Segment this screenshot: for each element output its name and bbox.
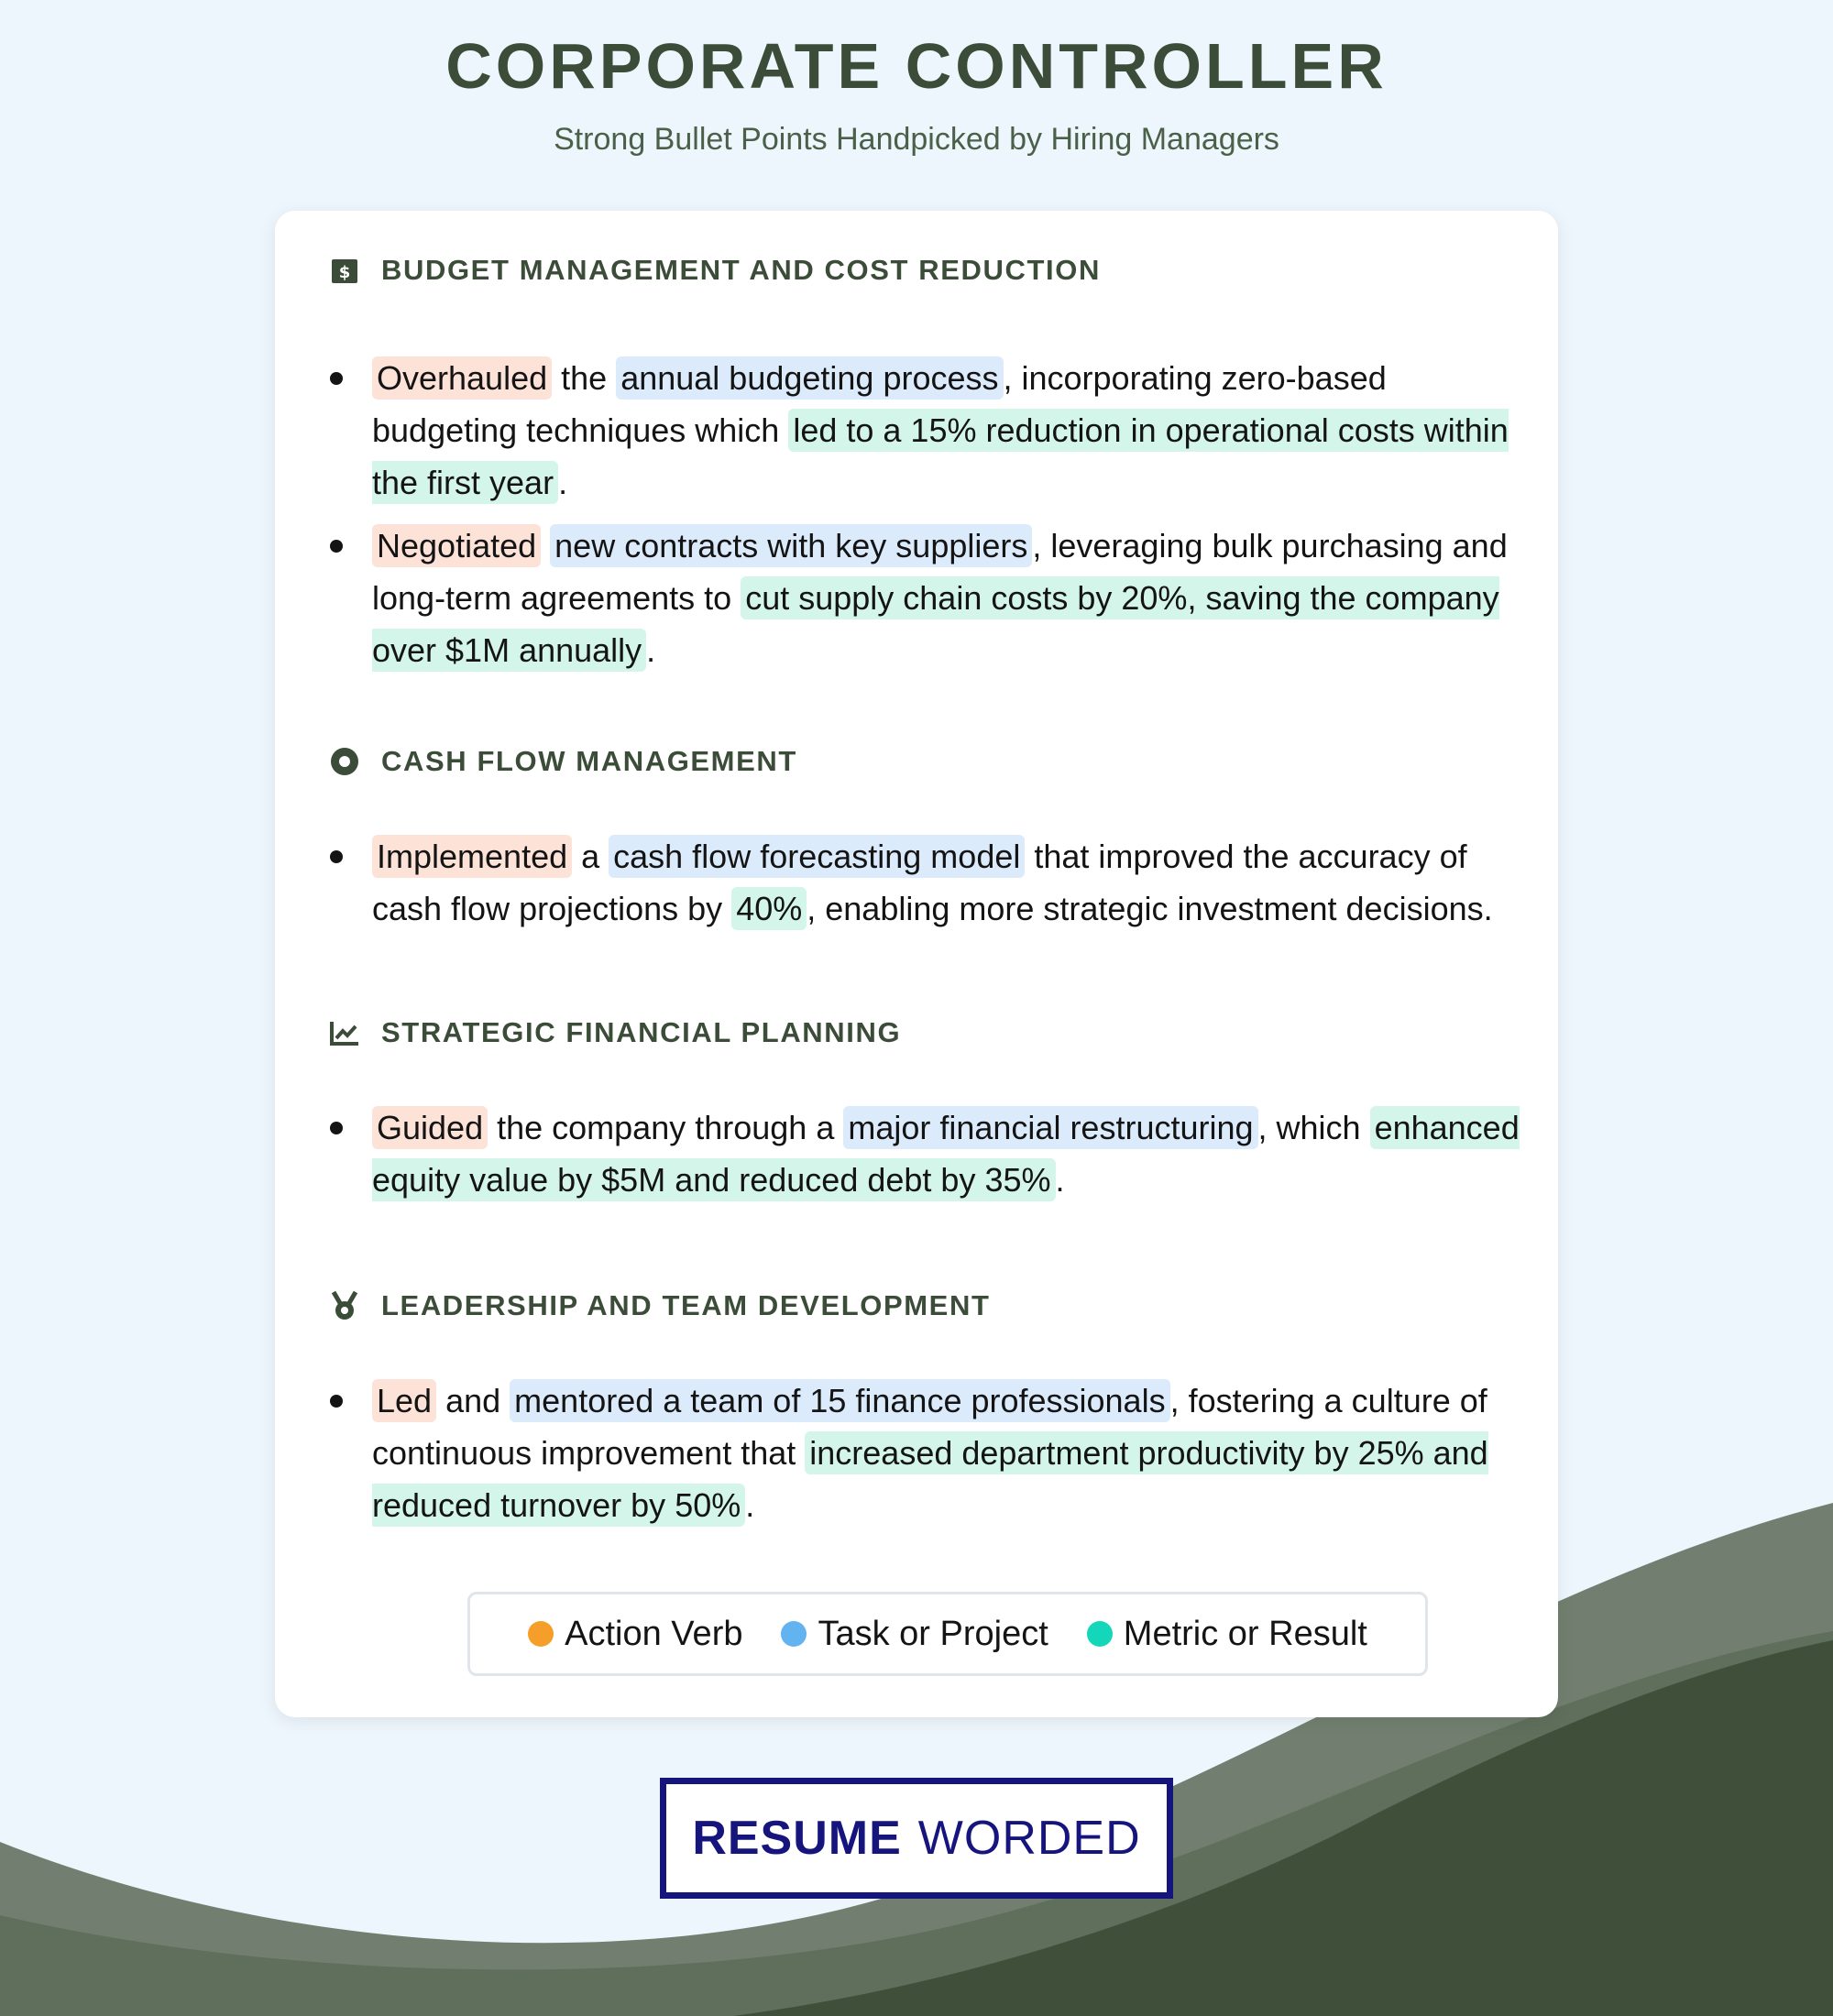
task-highlight: cash flow forecasting model bbox=[609, 835, 1025, 878]
metric-highlight: enhanced equity value by $5M and reduced debt by 35% bbox=[372, 1106, 1520, 1201]
legend-item-task-or-project bbox=[781, 1615, 1048, 1654]
logo-bold-text: RESUME bbox=[692, 1812, 902, 1865]
section-budget-management bbox=[328, 247, 1520, 687]
bullet-points-card bbox=[275, 211, 1558, 1717]
bullet-text: . bbox=[745, 1486, 755, 1524]
medal-icon bbox=[328, 1289, 361, 1322]
section-title: STRATEGIC FINANCIAL PLANNING bbox=[381, 1016, 902, 1048]
highlight-legend bbox=[467, 1592, 1428, 1676]
task-highlight: major financial restructuring bbox=[843, 1106, 1257, 1149]
bullet-text: , leveraging bulk purchasing and long-term agreements to bbox=[372, 527, 1508, 617]
bullet-text: , enabling more strategic investment decisions. bbox=[807, 890, 1493, 927]
metric-highlight: 40% bbox=[731, 887, 807, 930]
legend-item-metric-or-result bbox=[1087, 1615, 1367, 1654]
section-header bbox=[328, 247, 1520, 293]
bullet-item bbox=[328, 520, 1520, 676]
page-title: CORPORATE CONTROLLER bbox=[445, 30, 1388, 102]
bullet-item bbox=[328, 352, 1520, 509]
bullet-text: a bbox=[572, 838, 609, 875]
bullet-item bbox=[328, 830, 1520, 935]
bullet-text: . bbox=[558, 464, 568, 501]
section-cash-flow bbox=[328, 739, 1520, 946]
bullet-text: the bbox=[552, 359, 617, 397]
svg-text:$: $ bbox=[338, 263, 351, 282]
section-strategic-planning bbox=[328, 1010, 1520, 1217]
task-highlight: mentored a team of 15 finance professionals bbox=[510, 1379, 1169, 1422]
metric-highlight: led to a 15% reduction in operational costs within the first year bbox=[372, 409, 1509, 504]
section-title: LEADERSHIP AND TEAM DEVELOPMENT bbox=[381, 1289, 991, 1321]
section-header bbox=[328, 1010, 1520, 1056]
section-leadership bbox=[328, 1283, 1520, 1542]
bullet-item bbox=[328, 1101, 1520, 1206]
section-title: CASH FLOW MANAGEMENT bbox=[381, 745, 797, 777]
bullet-item bbox=[328, 1375, 1520, 1531]
legend-label: Task or Project bbox=[818, 1614, 1048, 1653]
bullet-list bbox=[328, 352, 1520, 676]
section-header bbox=[328, 1283, 1520, 1329]
bullet-text: . bbox=[1055, 1161, 1065, 1199]
action-verb-highlight: Implemented bbox=[372, 835, 572, 878]
page-subtitle: Strong Bullet Points Handpicked by Hiring Managers bbox=[554, 122, 1279, 157]
blue-dot-icon bbox=[781, 1621, 807, 1647]
resume-worded-logo bbox=[660, 1778, 1173, 1899]
bullet-text: that improved the accuracy of cash flow projections by bbox=[372, 838, 1467, 927]
action-verb-highlight: Negotiated bbox=[372, 524, 541, 567]
bullet-list bbox=[328, 830, 1520, 935]
logo-regular-text: WORDED bbox=[917, 1812, 1141, 1865]
bullet-text: the company through a bbox=[488, 1109, 844, 1146]
action-verb-highlight: Overhauled bbox=[372, 356, 552, 400]
bullet-text: , incorporating zero-based budgeting techniques which bbox=[372, 359, 1387, 449]
legend-item-action-verb bbox=[528, 1615, 742, 1654]
bullet-list bbox=[328, 1101, 1520, 1206]
orange-dot-icon bbox=[528, 1621, 554, 1647]
action-verb-highlight: Led bbox=[372, 1379, 436, 1422]
metric-highlight: cut supply chain costs by 20%, saving the company over $1M annually bbox=[372, 576, 1499, 672]
section-title: BUDGET MANAGEMENT AND COST REDUCTION bbox=[381, 254, 1101, 286]
page-header bbox=[0, 27, 1833, 158]
legend-label: Metric or Result bbox=[1123, 1614, 1367, 1653]
target-icon bbox=[328, 745, 361, 778]
piggy-bank-icon bbox=[328, 254, 361, 287]
action-verb-highlight: Guided bbox=[372, 1106, 488, 1149]
legend-label: Action Verb bbox=[565, 1614, 743, 1653]
teal-dot-icon bbox=[1087, 1621, 1113, 1647]
bullet-list bbox=[328, 1375, 1520, 1531]
task-highlight: annual budgeting process bbox=[616, 356, 1003, 400]
bullet-text: , fostering a culture of continuous improvement that bbox=[372, 1382, 1487, 1472]
line-chart-icon bbox=[328, 1016, 361, 1049]
bullet-text: . bbox=[646, 631, 656, 669]
metric-highlight: increased department productivity by 25% and reduced turnover by 50% bbox=[372, 1431, 1488, 1527]
section-header bbox=[328, 739, 1520, 784]
bullet-text bbox=[541, 527, 550, 564]
task-highlight: new contracts with key suppliers bbox=[550, 524, 1032, 567]
bullet-text: , which bbox=[1257, 1109, 1370, 1146]
bullet-text: and bbox=[436, 1382, 510, 1419]
